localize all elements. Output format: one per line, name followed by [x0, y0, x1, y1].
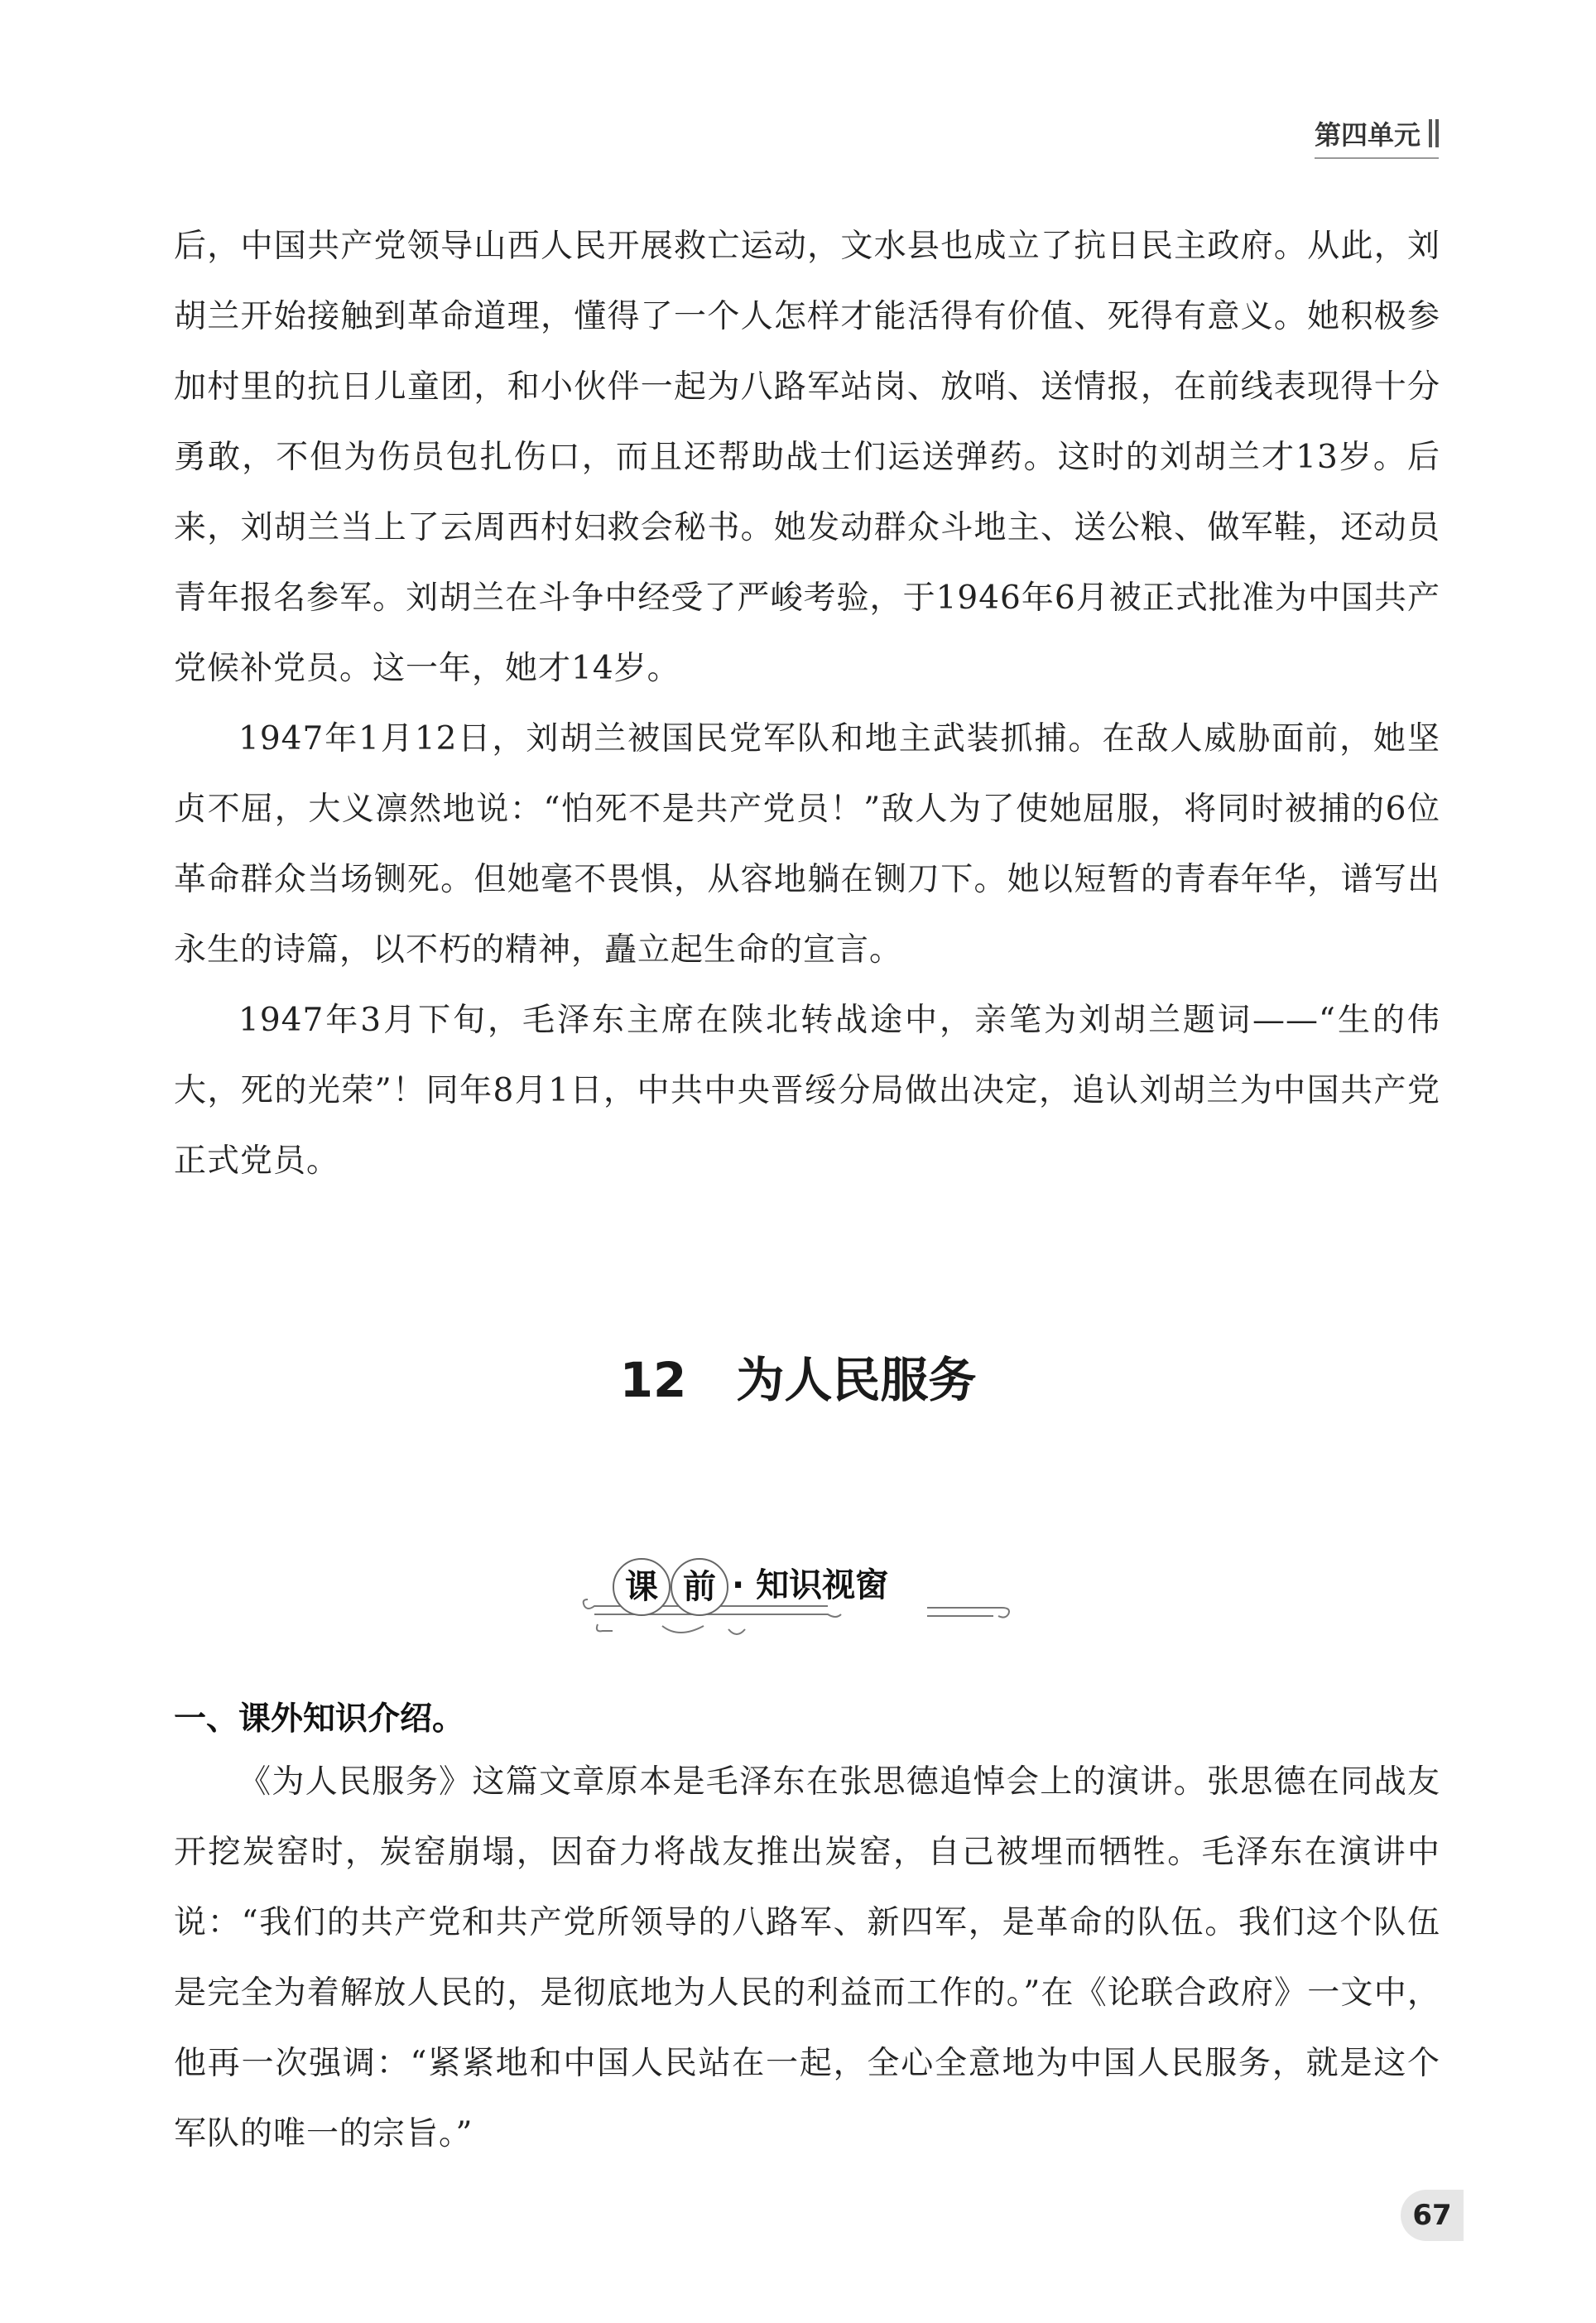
article-paragraph: 1947年1月12日，刘胡兰被国民党军队和地主武装抓捕。在敌人威胁面前，她坚贞不屈，大义凛然地说：“怕死不是共产党员！”敌人为了使她屈服，将同时被捕的6位革命群众当场铡死。但她毫不畏惧，从容地躺在铡刀下。她以短暂的青春年华，谱写出永生的诗篇，以不朽的精神，矗立起生命的宣言。	[174, 720, 1440, 969]
unit-label: 第四单元	[1314, 119, 1421, 151]
unit-bars-icon	[1429, 119, 1439, 147]
banner-title: · 知识视窗	[732, 1566, 889, 1604]
lesson-number: 12	[619, 1352, 687, 1408]
intro-paragraph: 《为人民服务》这篇文章原本是毛泽东在张思德追悼会上的演讲。张思德在同战友开挖炭窑时，炭窑崩塌，因奋力将战友推出炭窑，自己被埋而牺牲。毛泽东在演讲中说：“我们的共产党和共产党所领导的八路军、新四军，是革命的队伍。我们这个队伍是完全为着解放人民的，是彻底地为人民的利益而工作的。”在《论联合政府》一文中，他再一次强调：“紧紧地和中国人民站在一起，全心全意地为中国人民服务，就是这个军队的唯一的宗旨。”	[174, 1763, 1440, 2152]
lesson-title	[0, 1341, 1596, 1411]
banner-char-2: 前	[671, 1558, 728, 1616]
article-paragraph: 1947年3月下旬，毛泽东主席在陕北转战途中，亲笔为刘胡兰题词——“生的伟大，死的光荣”！同年8月1日，中共中央晋绥分局做出决定，追认刘胡兰为中国共产党正式党员。	[174, 1002, 1440, 1180]
subheading: 一、课外知识介绍。	[174, 1700, 465, 1738]
lesson-name: 为人民服务	[736, 1352, 977, 1408]
page-number: 67	[1401, 2190, 1464, 2241]
section-banner	[579, 1556, 1018, 1647]
intro-body	[174, 1747, 1440, 2169]
banner-char-1: 课	[613, 1558, 671, 1616]
article-paragraph: 后，中国共产党领导山西人民开展救亡运动，文水县也成立了抗日民主政府。从此，刘胡兰开始接触到革命道理，懂得了一个人怎样才能活得有价值、死得有意义。她积极参加村里的抗日儿童团，和小伙伴一起为八路军站岗、放哨、送情报，在前线表现得十分勇敢，不但为伤员包扎伤口，而且还帮助战士们运送弹药。这时的刘胡兰才13岁。后来，刘胡兰当上了云周西村妇救会秘书。她发动群众斗地主、送公粮、做军鞋，还动员青年报名参军。刘胡兰在斗争中经受了严峻考验，于1946年6月被正式批准为中国共产党候补党员。这一年，她才14岁。	[174, 228, 1440, 687]
unit-header	[1315, 114, 1439, 159]
article-body	[174, 211, 1440, 1196]
